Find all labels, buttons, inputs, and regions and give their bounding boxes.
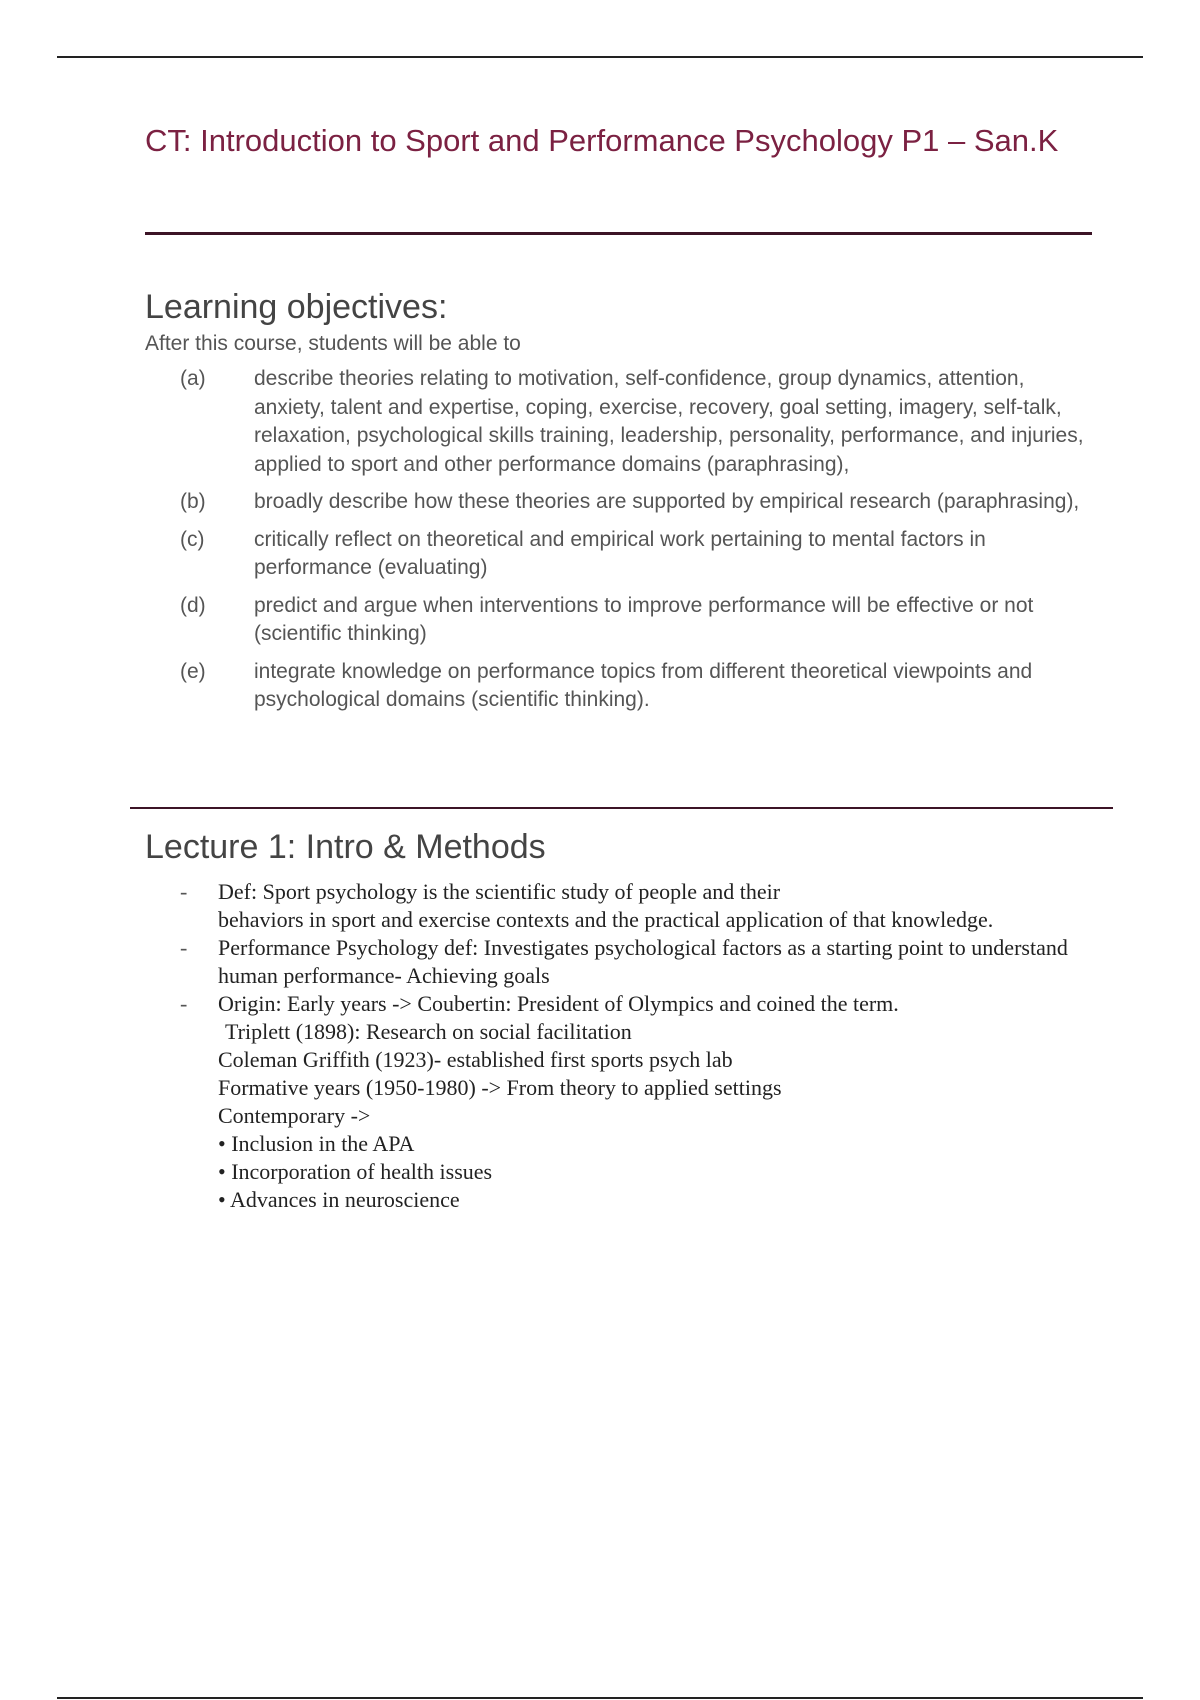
learning-objectives-intro: After this course, students will be able to [145, 332, 521, 355]
note-performance-psychology-def [180, 934, 1100, 990]
objective-marker: (a) [180, 367, 206, 390]
title-underline [145, 232, 1092, 235]
objective-item-a [180, 365, 1100, 479]
document-title: CT: Introduction to Sport and Performance Psychology P1 – San.K [145, 123, 1059, 158]
objective-item-c [180, 526, 1100, 583]
bullet-dash: - [180, 991, 188, 1016]
note-sport-psychology-def [180, 878, 1100, 934]
objective-marker: (b) [180, 490, 206, 513]
page-top-rule [57, 56, 1143, 58]
origin-sub-line: Triplett (1898): Research on social facilitation [225, 1019, 632, 1044]
bullet-dash: - [180, 935, 188, 960]
objective-item-e [180, 658, 1100, 715]
origin-bullet-item: • Advances in neuroscience [218, 1187, 460, 1212]
origin-sub-line: Contemporary -> [218, 1103, 371, 1128]
origin-sub-line: Coleman Griffith (1923)- established first sports psych lab [218, 1047, 733, 1072]
origin-sub-line: Formative years (1950-1980) -> From theory to applied settings [218, 1075, 782, 1100]
lecture-1-notes [180, 878, 1100, 1214]
note-line: Origin: Early years -> Coubertin: President of Olympics and coined the term. [218, 991, 899, 1016]
objective-marker: (c) [180, 527, 205, 551]
learning-objectives-heading: Learning objectives: [145, 288, 448, 326]
objective-text: critically reflect on theoretical and empirical work pertaining to mental factors in performance (evaluating) [254, 527, 986, 579]
origin-bullet-item: • Incorporation of health issues [218, 1159, 493, 1184]
objective-text: integrate knowledge on performance topics from different theoretical viewpoints and psychological domains (scientific thinking). [254, 659, 1033, 711]
note-line: behaviors in sport and exercise contexts and the practical application of that knowledge. [218, 907, 994, 932]
objective-text: predict and argue when interventions to improve performance will be effective or not (scientific thinking) [254, 593, 1034, 645]
note-line: Def: Sport psychology is the scientific study of people and their [218, 879, 781, 904]
objective-item-b [180, 488, 1100, 517]
objective-marker: (d) [180, 593, 206, 617]
bullet-dash: - [180, 879, 188, 904]
page-bottom-rule [57, 1697, 1143, 1699]
objectives-list [180, 365, 1100, 724]
origin-bullet-item: • Inclusion in the APA [218, 1131, 415, 1156]
objective-marker: (e) [180, 659, 206, 683]
section-divider [130, 807, 1113, 809]
lecture-1-heading: Lecture 1: Intro & Methods [145, 828, 546, 866]
note-line: Performance Psychology def: Investigates psychological factors as a starting point to understand human performance- Achieving goals [218, 935, 1068, 988]
note-origin [180, 990, 1100, 1018]
objective-item-d [180, 592, 1100, 649]
objective-text: describe theories relating to motivation, self-confidence, group dynamics, attention, anxiety, talent and expertise, coping, exercise, recovery, goal setting, imagery, self-talk, relaxation, psychological skills training, leadership, personality, performance, and injuries, applied to sport and other performance domains (paraphrasing), [254, 367, 1084, 476]
objective-text: broadly describe how these theories are supported by empirical research (paraphrasing), [254, 490, 1080, 513]
